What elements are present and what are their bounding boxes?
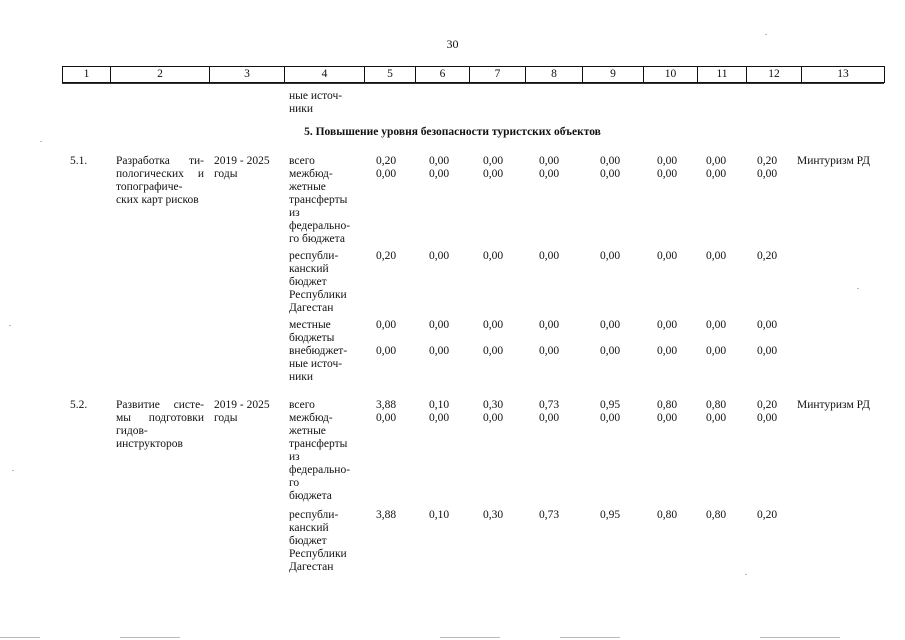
value-2024: 0,00 <box>706 412 727 424</box>
value-2020: 0,00 <box>483 319 504 331</box>
scan-speck <box>9 325 11 326</box>
row-name-line: Развитие систе- <box>116 399 204 411</box>
value-2019: 0,00 <box>429 345 450 357</box>
column-number-header <box>62 66 885 83</box>
row-responsible: Минтуризм РД <box>797 399 870 411</box>
value-2019: 0,00 <box>429 319 450 331</box>
column-header-4: 4 <box>285 67 365 83</box>
value-2025: 0,20 <box>757 250 778 262</box>
value-total: 0,00 <box>376 412 397 424</box>
value-total: 0,00 <box>376 319 397 331</box>
row-name-line: гидов- <box>116 425 148 437</box>
value-total: 3,88 <box>376 399 397 411</box>
value-2022: 0,00 <box>600 412 621 424</box>
column-header-8: 8 <box>526 67 583 83</box>
continuation-source-line: ные источ- <box>289 90 343 102</box>
value-2020: 0,00 <box>483 155 504 167</box>
funding-source-line: республи- <box>289 250 339 262</box>
row-id: 5.2. <box>70 399 88 411</box>
value-total: 3,88 <box>376 509 397 521</box>
value-2021: 0,00 <box>539 319 560 331</box>
value-2023: 0,00 <box>657 319 678 331</box>
row-name-line: топографиче- <box>116 181 183 193</box>
row-name-line: мы подготовки <box>116 412 204 424</box>
value-2021: 0,73 <box>539 399 560 411</box>
value-2024: 0,00 <box>706 155 727 167</box>
value-2020: 0,00 <box>483 168 504 180</box>
row-id: 5.1. <box>70 155 88 167</box>
funding-source-line: бюджета <box>289 490 332 502</box>
value-2019: 0,10 <box>429 399 450 411</box>
value-2023: 0,00 <box>657 412 678 424</box>
value-2025: 0,00 <box>757 168 778 180</box>
value-2020: 0,00 <box>483 250 504 262</box>
funding-source-line: трансферты <box>289 438 348 450</box>
value-2021: 0,00 <box>539 412 560 424</box>
funding-source-line: бюджет <box>289 535 327 547</box>
value-2024: 0,80 <box>706 399 727 411</box>
funding-source-line: ники <box>289 371 314 383</box>
value-2023: 0,00 <box>657 345 678 357</box>
row-name-line: инструкторов <box>116 438 183 450</box>
scan-speck <box>12 470 14 471</box>
funding-source-line: го бюджета <box>289 233 345 245</box>
scan-edge-line <box>760 637 840 638</box>
funding-source-line: Дагестан <box>289 561 334 573</box>
scan-edge-line <box>440 637 500 638</box>
value-2023: 0,80 <box>657 399 678 411</box>
scan-edge-line <box>560 637 620 638</box>
value-2020: 0,30 <box>483 509 504 521</box>
funding-source-line: жетные <box>289 425 326 437</box>
continuation-source-line: ники <box>289 103 314 115</box>
value-2021: 0,00 <box>539 168 560 180</box>
funding-source-line: федерально- <box>289 220 351 232</box>
column-header-12: 12 <box>747 67 802 83</box>
value-2025: 0,20 <box>757 399 778 411</box>
value-2022: 0,95 <box>600 399 621 411</box>
value-2021: 0,00 <box>539 345 560 357</box>
value-2019: 0,00 <box>429 168 450 180</box>
value-2020: 0,30 <box>483 399 504 411</box>
value-2022: 0,00 <box>600 155 621 167</box>
row-name-line: Разработка ти- <box>116 155 204 167</box>
funding-source-line: канский <box>289 263 329 275</box>
row-period-line: 2019 - 2025 <box>214 399 270 411</box>
value-total: 0,00 <box>376 168 397 180</box>
scan-speck <box>857 288 859 289</box>
value-2022: 0,00 <box>600 250 621 262</box>
column-header-10: 10 <box>644 67 698 83</box>
value-2022: 0,00 <box>600 319 621 331</box>
value-2021: 0,73 <box>539 509 560 521</box>
value-2024: 0,80 <box>706 509 727 521</box>
scan-speck <box>40 141 42 142</box>
funding-source-line: всего <box>289 155 315 167</box>
funding-source-line: Республики <box>289 289 347 301</box>
scan-speck <box>745 574 747 575</box>
scan-speck <box>765 34 767 35</box>
header-bottom-rule <box>62 83 884 84</box>
column-header-5: 5 <box>365 67 416 83</box>
funding-source-line: Дагестан <box>289 302 334 314</box>
column-header-1: 1 <box>63 67 111 83</box>
value-2023: 0,00 <box>657 168 678 180</box>
scan-edge-line <box>0 637 40 638</box>
column-header-11: 11 <box>698 67 747 83</box>
value-2024: 0,00 <box>706 250 727 262</box>
page-number: 30 <box>446 37 459 51</box>
column-header-7: 7 <box>470 67 526 83</box>
funding-source-line: федерально- <box>289 464 351 476</box>
value-2022: 0,00 <box>600 345 621 357</box>
funding-source-line: Республики <box>289 548 347 560</box>
value-2021: 0,00 <box>539 250 560 262</box>
value-2019: 0,00 <box>429 412 450 424</box>
value-2025: 0,00 <box>757 345 778 357</box>
value-2020: 0,00 <box>483 412 504 424</box>
value-2019: 0,10 <box>429 509 450 521</box>
row-name-line: ских карт рисков <box>116 194 199 206</box>
funding-source-line: канский <box>289 522 329 534</box>
row-period-line: годы <box>214 168 238 180</box>
row-responsible: Минтуризм РД <box>797 155 870 167</box>
section-title: 5. Повышение уровня безопасности туристских объектов <box>304 126 601 138</box>
value-total: 0,20 <box>376 155 397 167</box>
row-period-line: годы <box>214 412 238 424</box>
column-header-13: 13 <box>802 67 885 83</box>
value-2025: 0,20 <box>757 509 778 521</box>
funding-source-line: из <box>289 451 300 463</box>
funding-source-line: внебюджет- <box>289 345 348 357</box>
scan-edge-line <box>120 637 180 638</box>
value-2019: 0,00 <box>429 250 450 262</box>
funding-source-line: местные <box>289 319 331 331</box>
funding-source-line: ные источ- <box>289 358 343 370</box>
funding-source-line: го <box>289 477 300 489</box>
funding-source-line: трансферты <box>289 194 348 206</box>
column-header-6: 6 <box>416 67 470 83</box>
funding-source-line: жетные <box>289 181 326 193</box>
column-header-2: 2 <box>111 67 210 83</box>
funding-source-line: бюджет <box>289 276 327 288</box>
value-2020: 0,00 <box>483 345 504 357</box>
column-header-9: 9 <box>583 67 644 83</box>
value-2024: 0,00 <box>706 319 727 331</box>
value-total: 0,20 <box>376 250 397 262</box>
value-2022: 0,95 <box>600 509 621 521</box>
funding-source-line: республи- <box>289 509 339 521</box>
funding-source-line: межбюд- <box>289 412 333 424</box>
value-total: 0,00 <box>376 345 397 357</box>
value-2023: 0,00 <box>657 155 678 167</box>
value-2024: 0,00 <box>706 168 727 180</box>
value-2025: 0,00 <box>757 319 778 331</box>
row-name-line: пологических и <box>116 168 204 180</box>
funding-source-line: из <box>289 207 300 219</box>
funding-source-line: всего <box>289 399 315 411</box>
value-2025: 0,00 <box>757 412 778 424</box>
value-2025: 0,20 <box>757 155 778 167</box>
value-2019: 0,00 <box>429 155 450 167</box>
row-period-line: 2019 - 2025 <box>214 155 270 167</box>
funding-source-line: бюджеты <box>289 332 335 344</box>
column-header-3: 3 <box>210 67 285 83</box>
funding-source-line: межбюд- <box>289 168 333 180</box>
value-2021: 0,00 <box>539 155 560 167</box>
value-2024: 0,00 <box>706 345 727 357</box>
value-2022: 0,00 <box>600 168 621 180</box>
value-2023: 0,80 <box>657 509 678 521</box>
value-2023: 0,00 <box>657 250 678 262</box>
